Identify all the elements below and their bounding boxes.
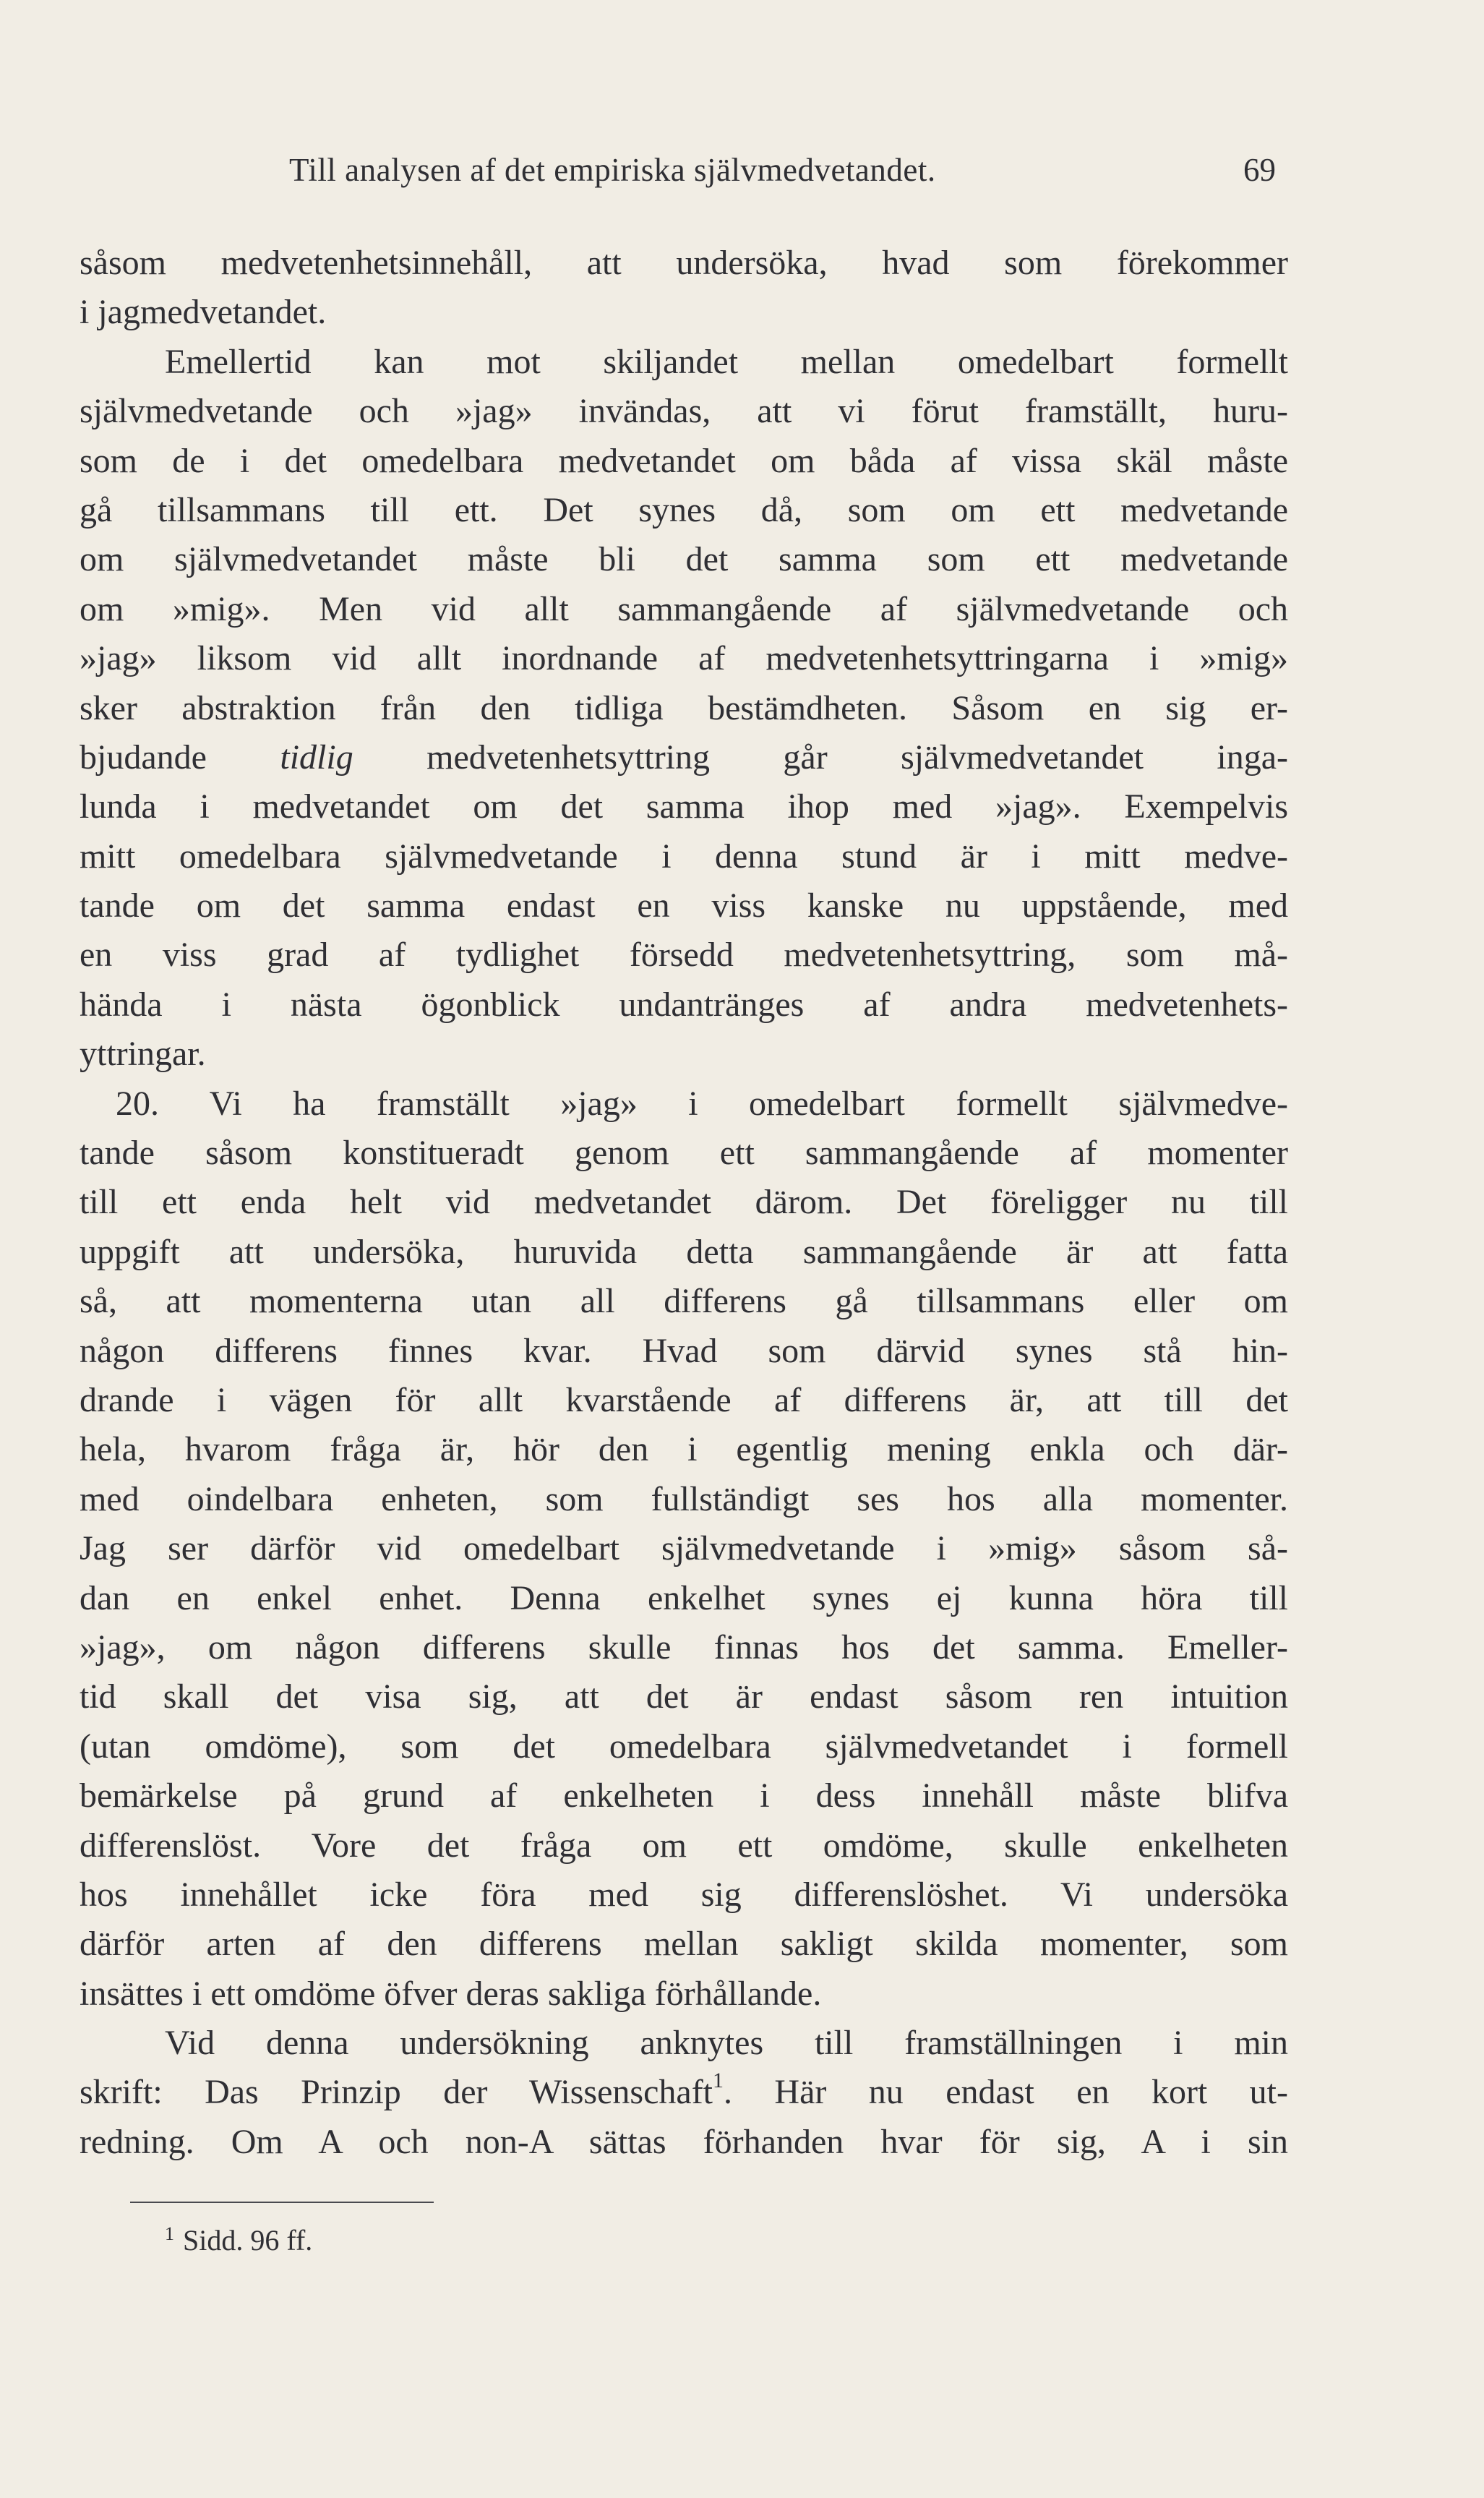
text-line: Jag ser därför vid omedelbart självmedvetande i »mig» såsom så- (80, 1529, 1288, 1568)
text-line: hela, hvarom fråga är, hör den i egentlig mening enkla och där- (80, 1430, 1288, 1469)
text-line: differenslöst. Vore det fråga om ett omdöme, skulle enkelheten (80, 1826, 1288, 1865)
running-head (289, 145, 1388, 195)
text-line: så, att momenterna utan all differens gå tillsammans eller om (80, 1282, 1288, 1321)
text-line: någon differens finnes kvar. Hvad som därvid synes stå hin- (80, 1331, 1288, 1370)
text-fragment: . Här nu endast en kort ut- (724, 2073, 1288, 2112)
page-number: 69 (1243, 152, 1276, 188)
text-line: lunda i medvetandet om det samma ihop med »jag». Exempelvis (80, 787, 1288, 826)
text-line: om »mig». Men vid allt sammangående af självmedvetande och (80, 589, 1288, 628)
text-line: tid skall det visa sig, att det är endast såsom ren intuition (80, 1677, 1288, 1716)
text-line: »jag», om någon differens skulle finnas hos det samma. Emeller- (80, 1627, 1288, 1667)
text-line: om självmedvetandet måste bli det samma som ett medvetande (80, 540, 1288, 579)
text-line: insättes i ett omdöme öfver deras sakliga förhållande. (80, 1974, 822, 2013)
text-line: till ett enda helt vid medvetandet därom. Det föreligger nu till (80, 1183, 1288, 1222)
text-fragment: skrift: Das Prinzip der Wissenschaft (80, 2073, 713, 2112)
text-fragment: Vi ha framställt »jag» i omedelbart formellt självmedve- (209, 1084, 1288, 1123)
footnote (165, 2212, 312, 2262)
footnote-text: Sidd. 96 ff. (183, 2224, 313, 2257)
text-line: drande i vägen för allt kvarstående af differens är, att till det (80, 1380, 1288, 1419)
text-line: redning. Om A och non-A sättas förhanden hvar för sig, A i sin (80, 2122, 1288, 2161)
italic-word: tidlig (280, 737, 353, 777)
text-fragment: medvetenhetsyttring går självmedvetandet inga- (426, 737, 1288, 777)
text-line (80, 733, 1288, 782)
text-line: Vid denna undersökning anknytes till framställningen i min (165, 2024, 1288, 2063)
text-line: därför arten af den differens mellan sakligt skilda momenter, som (80, 1925, 1288, 1964)
footnote-divider (130, 2202, 434, 2203)
text-line: såsom medvetenhetsinnehåll, att undersöka, hvad som förekommer (80, 244, 1288, 282)
text-line: i jagmedvetandet. (80, 293, 327, 332)
text-line: mitt omedelbara självmedvetande i denna stund är i mitt medve- (80, 837, 1288, 876)
text-line (80, 2068, 1288, 2117)
text-line: gå tillsammans till ett. Det synes då, som om ett medvetande (80, 490, 1288, 529)
text-fragment: bjudande (80, 737, 207, 777)
text-line: tande om det samma endast en viss kanske nu uppstående, med (80, 886, 1288, 925)
section-number: 20. (116, 1084, 159, 1123)
text-line: tande såsom konstitueradt genom ett sammangående af momenter (80, 1134, 1288, 1173)
text-line: »jag» liksom vid allt inordnande af medvetenhetsyttringarna i »mig» (80, 639, 1288, 678)
text-line: hända i nästa ögonblick undantränges af andra medvetenhets- (80, 985, 1288, 1024)
body-text (80, 239, 1288, 2167)
footnote-mark: 1 (165, 2223, 174, 2244)
text-line: som de i det omedelbara medvetandet om båda af vissa skäl måste (80, 441, 1288, 480)
text-line: en viss grad af tydlighet försedd medvetenhetsyttring, som må- (80, 936, 1288, 975)
text-line: Emellertid kan mot skiljandet mellan omedelbart formellt (165, 342, 1288, 381)
text-line: bemärkelse på grund af enkelheten i dess innehåll måste blifva (80, 1776, 1288, 1815)
text-line: yttringar. (80, 1035, 206, 1074)
text-line: med oindelbara enheten, som fullständigt ses hos alla momenter. (80, 1479, 1288, 1518)
text-line: hos innehållet icke föra med sig differenslöshet. Vi undersöka (80, 1875, 1288, 1914)
text-line: (utan omdöme), som det omedelbara självmedvetandet i formell (80, 1727, 1288, 1766)
text-line: uppgift att undersöka, huruvida detta sammangående är att fatta (80, 1232, 1288, 1271)
text-line: dan en enkel enhet. Denna enkelhet synes ej kunna höra till (80, 1578, 1288, 1617)
text-line: sker abstraktion från den tidliga bestämdheten. Såsom en sig er- (80, 688, 1288, 727)
running-title: Till analysen af det empiriska självmedvetandet. (289, 152, 936, 188)
footnote-reference: 1 (713, 2069, 724, 2093)
text-line (80, 1079, 1288, 1129)
text-line: självmedvetande och »jag» invändas, att vi förut framställt, huru- (80, 392, 1288, 431)
